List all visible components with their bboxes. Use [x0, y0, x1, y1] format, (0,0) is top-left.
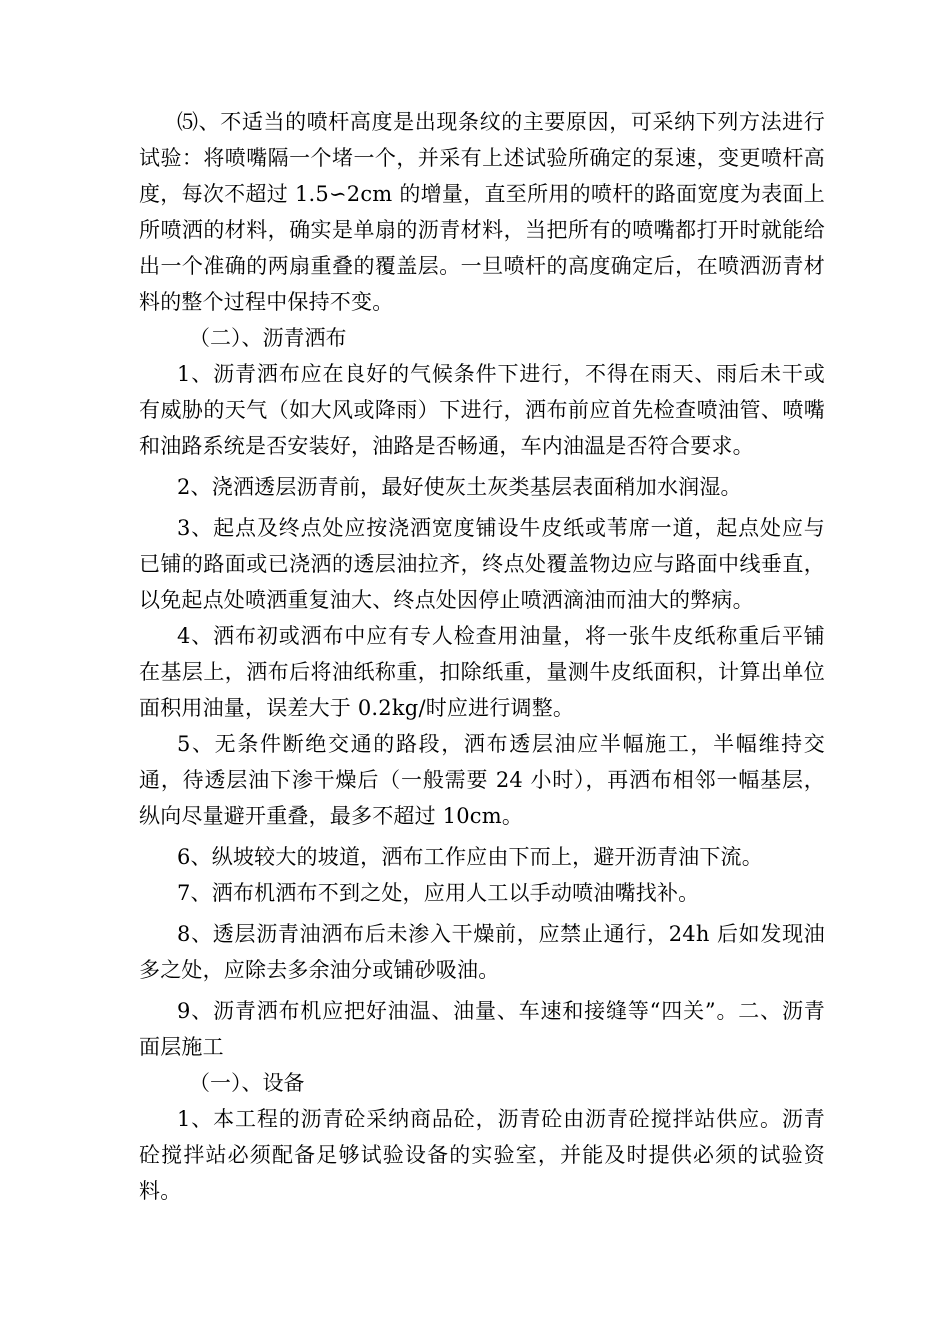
- paragraph-item-3: 3、起点及终点处应按浇洒宽度铺设牛皮纸或苇席一道，起点处应与已铺的路面或已浇洒的透层油拉齐，终点处覆盖物边应与路面中线垂直，以免起点处喷洒重复油大、终点处因停止喷洒滴油而油大的弊病。: [139, 516, 825, 612]
- paragraph-item-1: 1、沥青洒布应在良好的气候条件下进行，不得在雨天、雨后未干或有威胁的天气（如大风或降雨）下进行，洒布前应首先检查喷油管、喷嘴和油路系统是否安装好，油路是否畅通，车内油温是否符合要求。: [139, 362, 825, 458]
- paragraph-item-4: 4、洒布初或洒布中应有专人检查用油量，将一张牛皮纸称重后平铺在基层上，洒布后将油纸称重，扣除纸重，量测牛皮纸面积，计算出单位面积用油量，误差大于 0.2kg/时应进行调整。: [139, 624, 825, 720]
- section-heading-equipment: （一）、设备: [189, 1071, 305, 1095]
- paragraph-item-6: 6、纵坡较大的坡道，洒布工作应由下而上，避开沥青油下流。: [177, 845, 763, 869]
- paragraph-item-9: 9、沥青洒布机应把好油温、油量、车速和接缝等“四关”。二、沥青面层施工: [139, 999, 825, 1059]
- section-heading-asphalt-spraying: （二）、沥青洒布: [189, 326, 347, 350]
- paragraph-equipment-item-1: 1、本工程的沥青砼采纳商品砼，沥青砼由沥青砼搅拌站供应。沥青砼搅拌站必须配备足够试验设备的实验室，并能及时提供必须的试验资料。: [139, 1107, 825, 1203]
- paragraph-nozzle-height: ⑸、不适当的喷杆高度是出现条纹的主要原因，可采纳下列方法进行试验：将喷嘴隔一个堵一个，并采有上述试验所确定的泵速，变更喷杆高度，每次不超过 1.5∽2cm 的增量，直至所用的喷杆的路面宽度为表面上所喷洒的材料，确实是单扇的沥青材料，当把所有的喷嘴都打开时就能给出一个准确的两扇重叠的覆盖层。一旦喷杆的高度确定后，在喷洒沥青材料的整个过程中保持不变。: [139, 110, 825, 314]
- paragraph-item-5: 5、无条件断绝交通的路段，洒布透层油应半幅施工，半幅维持交通，待透层油下渗干燥后（一般需要 24 小时），再洒布相邻一幅基层，纵向尽量避开重叠，最多不超过 10cm。: [139, 732, 825, 828]
- document-body: [139, 104, 825, 1209]
- paragraph-item-7: 7、洒布机洒布不到之处，应用人工以手动喷油嘴找补。: [177, 881, 700, 905]
- paragraph-item-2: 2、浇洒透层沥青前，最好使灰土灰类基层表面稍加水润湿。: [177, 475, 742, 499]
- paragraph-item-8: 8、透层沥青油洒布后未渗入干燥前，应禁止通行，24h 后如发现油多之处，应除去多余油分或铺砂吸油。: [139, 922, 825, 982]
